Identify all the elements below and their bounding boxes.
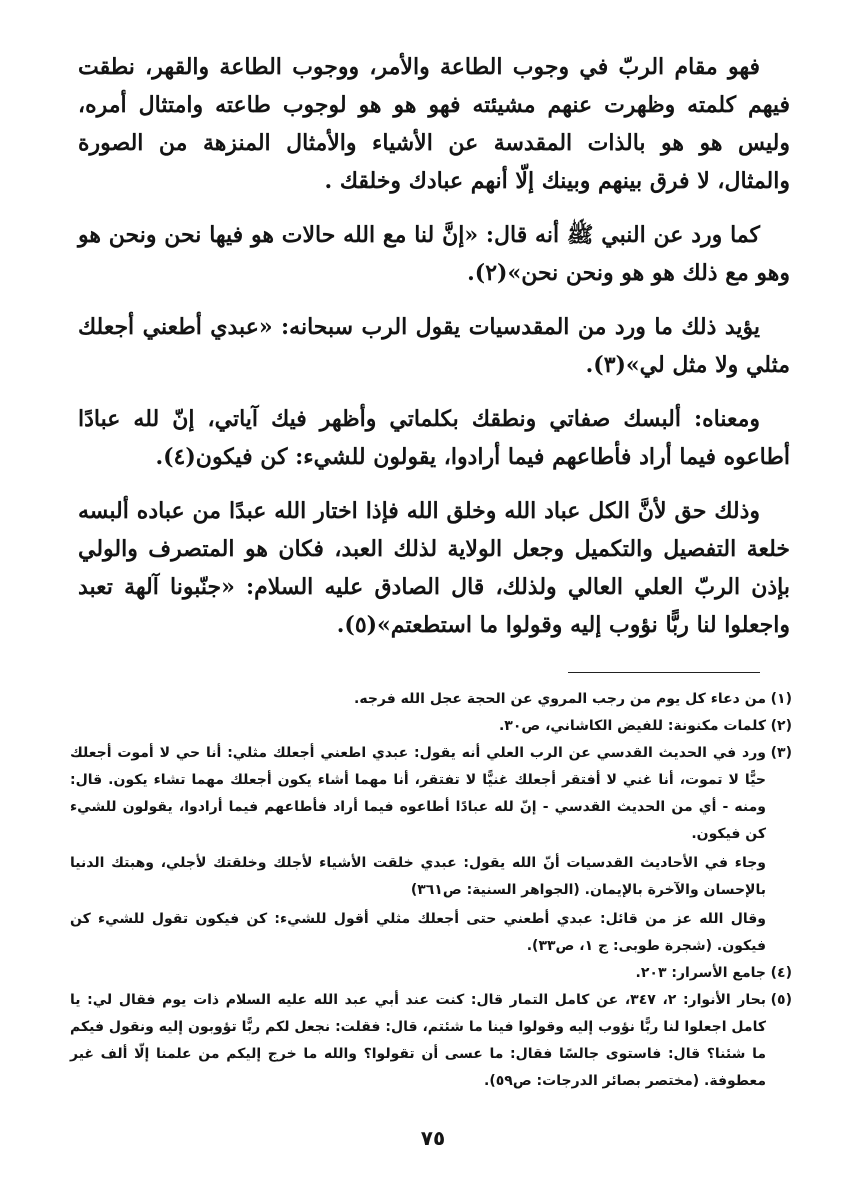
paragraph-5: وذلك حق لأنَّ الكل عباد الله وخلق الله فإذا اختار الله عبدًا من عباده ألبسه خلعة التفصيل والتكميل وجعل الولاية لذلك العبد، فكان هو المتصرف والولي بإذن الربّ العلي العالي ولذلك، قال الصادق عليه السلام: «جنّبونا آلهة تعبد واجعلوا لنا ربًّا نؤوب إليه وقولوا ما استطعتم»(٥). [78,498,790,638]
footnote-text: جامع الأسرار: ٢٠٣. [635,965,766,981]
paragraph-3: يؤيد ذلك ما ورد من المقدسيات يقول الرب سبحانه: «عبدي أطعني أجعلك مثلي ولا مثل لي»(٣). [78,314,790,378]
page-number: ٧٥ [420,1126,446,1150]
footnote-5 [70,987,792,1095]
footnote-number: (١) [770,691,792,707]
footnote-number: (٤) [770,965,792,981]
footnote-separator [568,672,760,673]
footnote-3 [70,740,792,960]
footnote-number: (٥) [770,992,792,1008]
footnote-text: كلمات مكنونة: للفيض الكاشاني، ص٣٠. [498,718,766,734]
footnote-number: (٣) [770,745,792,761]
footnotes [70,686,792,1095]
footnote-2 [70,713,792,740]
paragraph-4: ومعناه: ألبسك صفاتي ونطقك بكلماتي وأظهر فيك آياتي، إنّ لله عبادًا أطاعوه فيما أراد فأطاعهم فيما أرادوا، يقولون للشيء: كن فيكون(٤). [78,406,790,470]
footnote-text: وقال الله عز من قائل: عبدي أطعني حتى أجعلك مثلي أقول للشيء: كن فيكون تقول للشيء كن فيكون. (شجرة طوبى: ج ١، ص٣٣). [70,911,766,954]
footnote-text: بحار الأنوار: ٢، ٣٤٧، عن كامل التمار قال: كنت عند أبي عبد الله عليه السلام ذات يوم فقال لي: يا كامل اجعلوا لنا ربًّا نؤوب إليه وقولوا فينا ما شئتم، قال: فقلت: نجعل لكم ربًّا تؤوبون إليه ونقول فيكم ما شئنا؟ قال: فاستوى جالسًا فقال: ما عسى أن تقولوا؟ والله ما خرج إليكم من علمنا إلّا ألف غير معطوفة. (مختصر بصائر الدرجات: ص٥٩). [70,992,766,1089]
paragraph-2: كما ورد عن النبي ﷺ أنه قال: «إنَّ لنا مع الله حالات هو فيها نحن ونحن هو وهو مع ذلك هو هو ونحن نحن»(٢). [78,222,790,286]
footnote-4 [70,960,792,987]
footnote-text: من دعاء كل يوم من رجب المروي عن الحجة عجل الله فرجه. [354,691,766,707]
main-text [78,48,790,660]
footnote-text: وجاء في الأحاديث القدسيات أنّ الله يقول: عبدي خلقت الأشياء لأجلك وخلقتك لأجلي، وهبتك الدنيا بالإحسان والآخرة بالإيمان. (الجواهر السنية: ص٣٦١) [70,855,766,898]
paragraph-1: فهو مقام الربّ في وجوب الطاعة والأمر، ووجوب الطاعة والقهر، نطقت فيهم كلمته وظهرت عنهم مشيئته فهو هو هو لوجوب طاعته وامتثال أمره، وليس هو هو بالذات المقدسة عن الأشياء والأمثال المنزهة من الصورة والمثال، لا فرق بينهم وبينك إلّا أنهم عبادك وخلقك . [78,54,790,194]
footnote-1 [70,686,792,713]
footnote-number: (٢) [770,718,792,734]
footnote-text: ورد في الحديث القدسي عن الرب العلي أنه يقول: عبدي اطعني أجعلك مثلي: أنا حي لا أموت أجعلك حيًّا لا تموت، أنا غني لا أفتقر أجعلك غنيًّا لا تفتقر، أنا مهما أشاء يكون أجعلك مهما تشاء يكون. قال: ومنه - أي من الحديث القدسي - إنّ لله عبادًا أطاعوه فيما أراد فأطاعهم فيما أرادوا، يقولون للشيء كن فيكون. [70,745,766,842]
